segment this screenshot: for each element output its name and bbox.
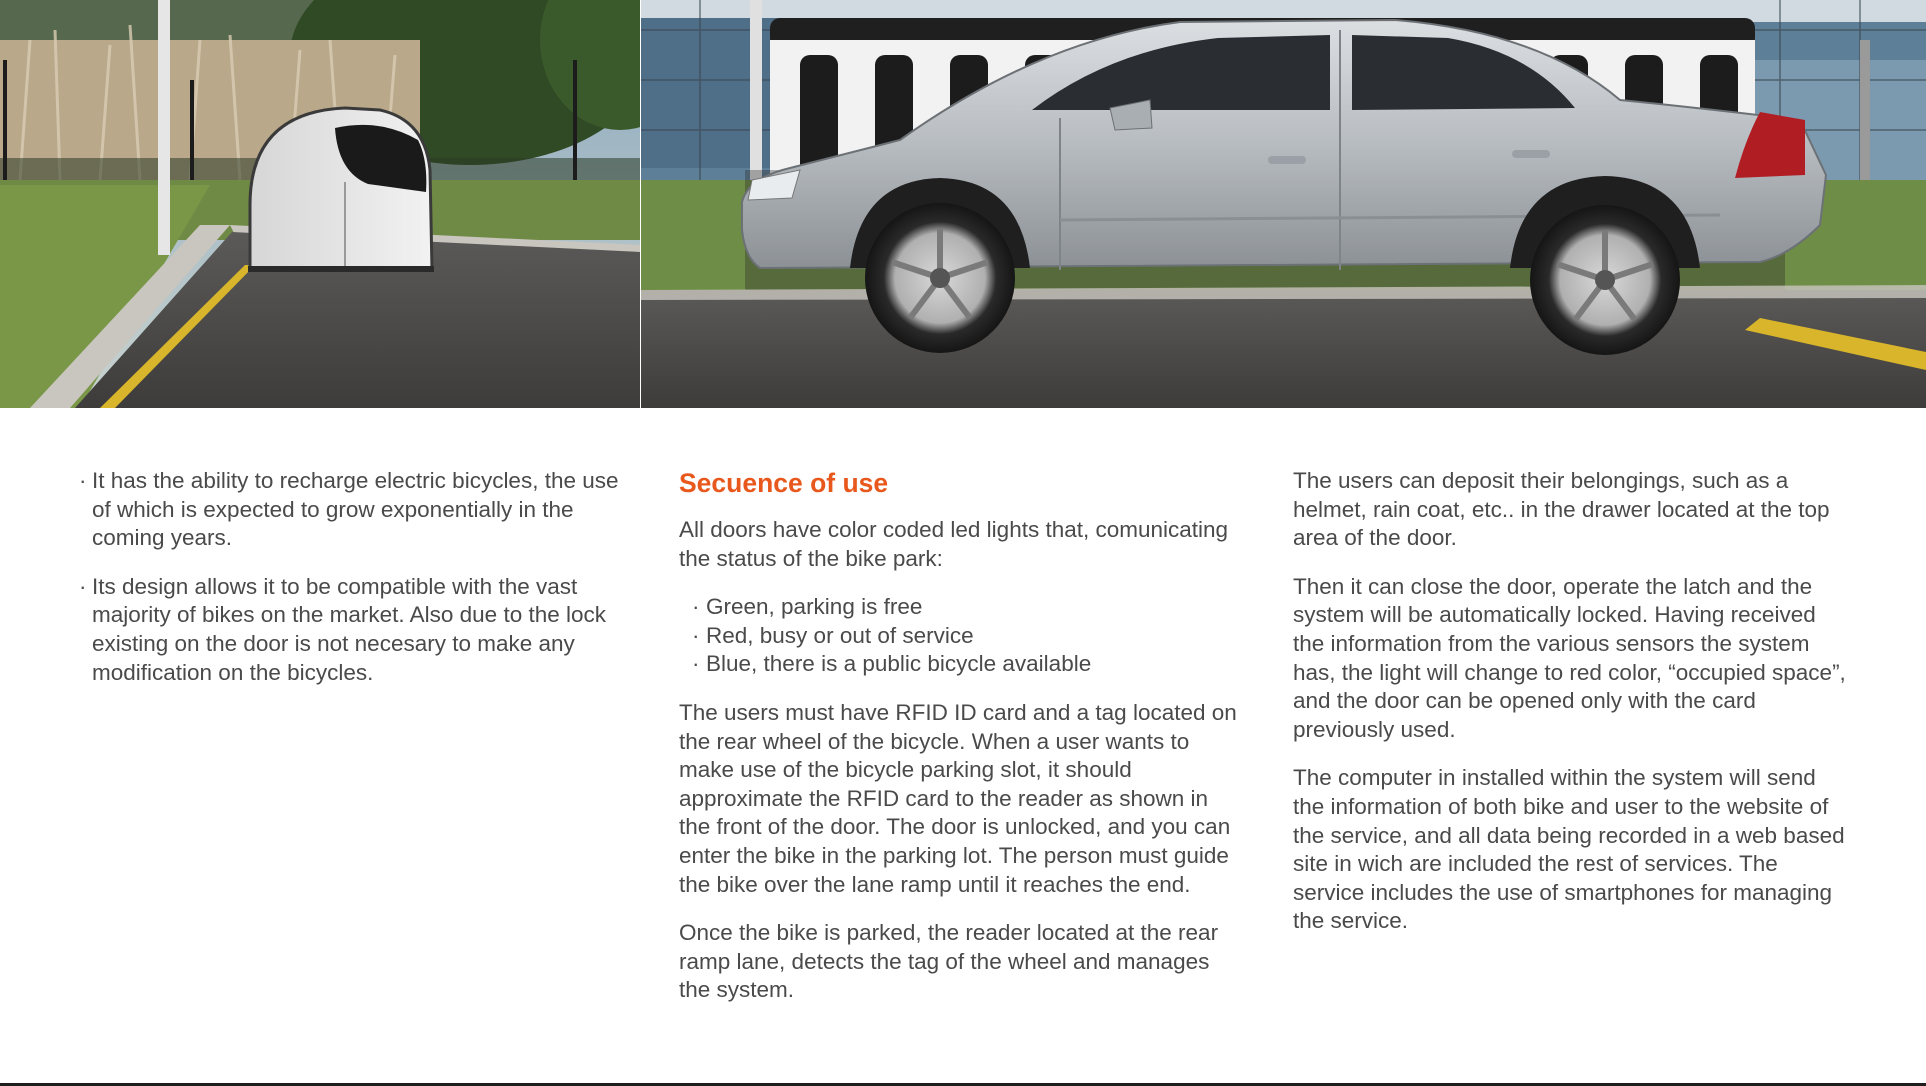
left-photo xyxy=(0,0,700,408)
photo-band-graphic xyxy=(0,0,1926,408)
middle-column xyxy=(679,467,1239,1025)
feature-recharge: · It has the ability to recharge electric bicycles, the use of which is expected to grow exponentially in the coming years. xyxy=(79,467,619,553)
deposit-paragraph: The users can deposit their belongings, such as a helmet, rain coat, etc.. in the drawer located at the top area of the door. xyxy=(1293,468,1830,551)
led-status-blue: · Blue, there is a public bicycle available xyxy=(692,650,1239,679)
led-status-list xyxy=(692,593,1239,679)
led-intro: All doors have color coded led lights that, comunicating the status of the bike park: xyxy=(679,517,1229,571)
feature-compatibility: · Its design allows it to be compatible with the vast majority of bikes on the market. Also due to the lock existing on the door is not necesary to make any modification on the bicycles. xyxy=(79,573,619,687)
computer-paragraph: The computer in installed within the system will send the information of both bike and user to the website of the service, and all data being recorded in a web based site in wich are included the rest of services. The service includes the use of smartphones for managing the service. xyxy=(1293,765,1845,934)
parked-paragraph: Once the bike is parked, the reader located at the rear ramp lane, detects the tag of the wheel and manages the system. xyxy=(679,920,1219,1003)
led-status-red: · Red, busy or out of service xyxy=(692,622,1239,651)
photo-band xyxy=(0,0,1926,408)
lock-paragraph: Then it can close the door, operate the latch and the system will be automatically locked. Having received the information from the various sensors the system has, the light will change to red color, “occupied space”, and the door can be opened only with the card previously used. xyxy=(1293,573,1846,742)
rfid-paragraph: The users must have RFID ID card and a tag located on the rear wheel of the bicycle. When a user wants to make use of the bicycle parking slot, it should approximate the RFID card to the reader as shown in the front of the door. The door is unlocked, and you can enter the bike in the parking lot. The person must guide the bike over the lane ramp until it reaches the end. xyxy=(679,699,1237,897)
right-column xyxy=(1293,467,1853,956)
photo-divider xyxy=(640,0,641,408)
left-column xyxy=(79,467,619,707)
section-heading: Secuence of use xyxy=(679,468,889,498)
led-status-green: · Green, parking is free xyxy=(692,593,1239,622)
right-photo xyxy=(641,0,1926,408)
